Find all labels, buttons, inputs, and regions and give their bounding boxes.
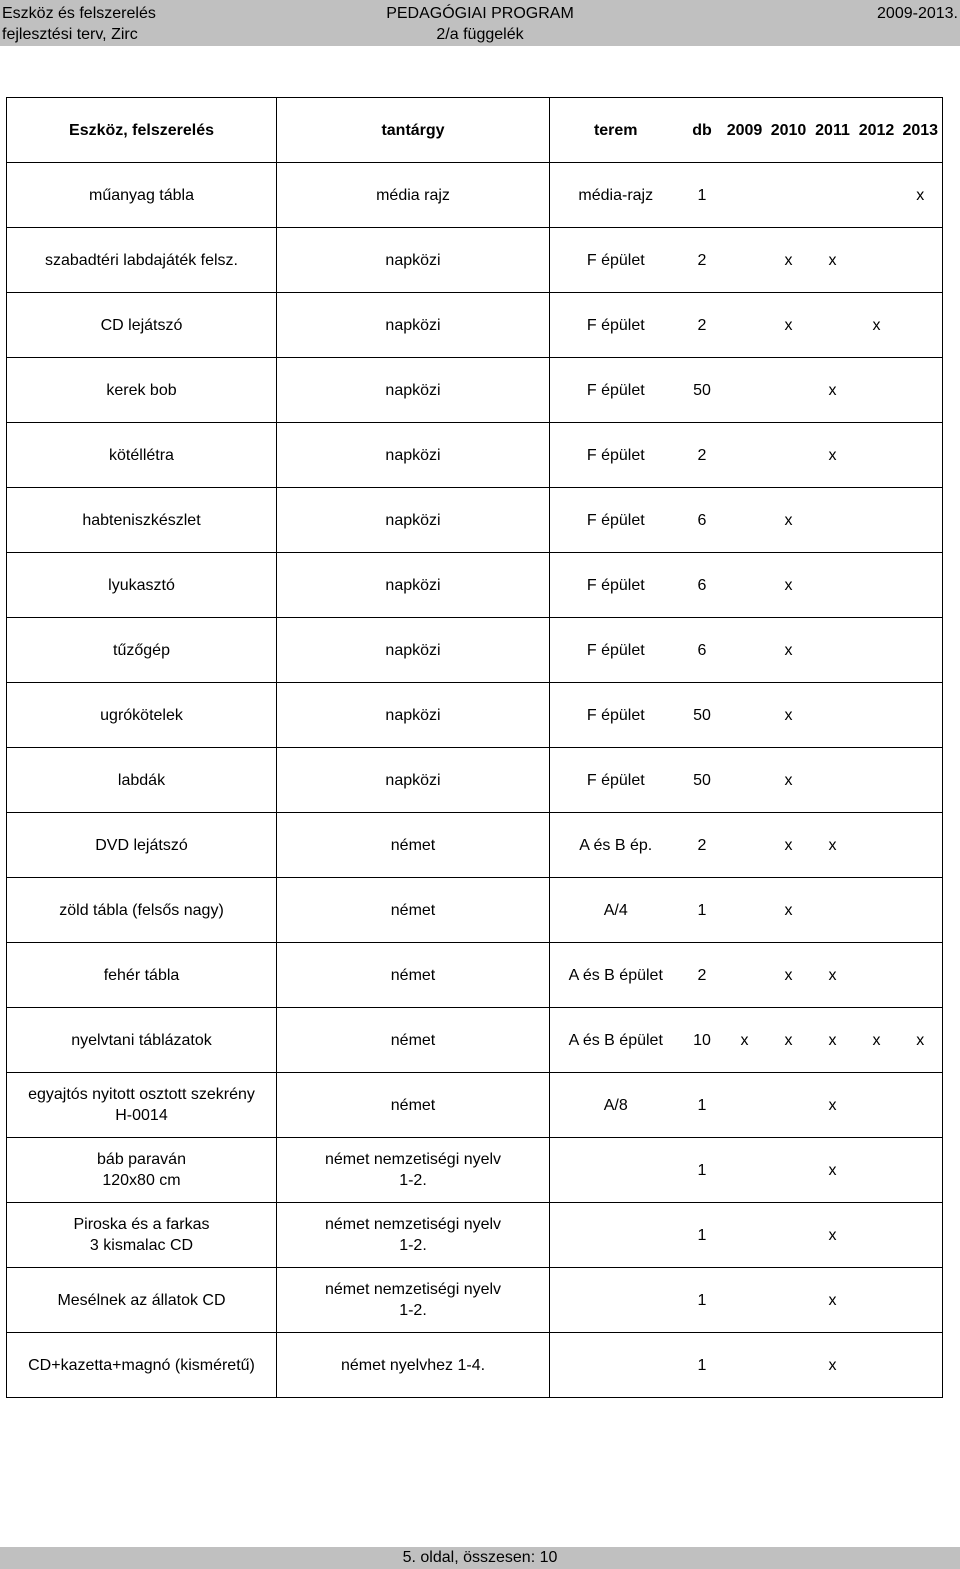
- cell-y2011: [811, 163, 855, 228]
- cell-y2013: [899, 618, 943, 683]
- cell-item: labdák: [7, 748, 277, 813]
- cell-y2010: [767, 1333, 811, 1398]
- cell-y2013: [899, 293, 943, 358]
- cell-qty: 2: [682, 228, 723, 293]
- cell-y2010: x: [767, 553, 811, 618]
- cell-qty: 2: [682, 943, 723, 1008]
- table-row: [7, 1008, 943, 1073]
- cell-y2013: [899, 943, 943, 1008]
- cell-y2011: x: [811, 1008, 855, 1073]
- cell-y2012: [855, 553, 899, 618]
- table-row: [7, 813, 943, 878]
- cell-y2012: x: [855, 1008, 899, 1073]
- cell-room: [550, 1333, 682, 1398]
- cell-subject: napközi: [277, 683, 550, 748]
- cell-subject: napközi: [277, 358, 550, 423]
- cell-room: média-rajz: [550, 163, 682, 228]
- header-subject: tantárgy: [277, 98, 550, 163]
- cell-room: F épület: [550, 228, 682, 293]
- cell-y2012: [855, 748, 899, 813]
- cell-room: [550, 1268, 682, 1333]
- cell-y2010: x: [767, 683, 811, 748]
- cell-subject: német nemzetiségi nyelv 1-2.: [277, 1138, 550, 1203]
- cell-subject: német: [277, 1008, 550, 1073]
- cell-qty: 1: [682, 163, 723, 228]
- cell-room: A/8: [550, 1073, 682, 1138]
- cell-subject: napközi: [277, 228, 550, 293]
- cell-y2011: [811, 748, 855, 813]
- cell-y2013: [899, 488, 943, 553]
- cell-y2013: x: [899, 163, 943, 228]
- cell-y2012: [855, 1073, 899, 1138]
- cell-item: habteniszkészlet: [7, 488, 277, 553]
- table-body: [7, 163, 943, 1398]
- cell-qty: 1: [682, 1073, 723, 1138]
- cell-subject: napközi: [277, 488, 550, 553]
- cell-y2012: [855, 683, 899, 748]
- cell-y2010: x: [767, 293, 811, 358]
- cell-y2011: [811, 488, 855, 553]
- cell-y2013: [899, 1203, 943, 1268]
- cell-y2011: x: [811, 1333, 855, 1398]
- cell-qty: 6: [682, 618, 723, 683]
- cell-y2012: [855, 1333, 899, 1398]
- cell-y2009: [723, 423, 767, 488]
- page-header: [0, 0, 960, 46]
- cell-y2013: [899, 683, 943, 748]
- cell-subject: napközi: [277, 293, 550, 358]
- cell-subject: német nyelvhez 1-4.: [277, 1333, 550, 1398]
- cell-y2009: [723, 553, 767, 618]
- cell-y2009: [723, 748, 767, 813]
- cell-subject: német: [277, 813, 550, 878]
- cell-y2009: [723, 943, 767, 1008]
- header-y2011: 2011: [811, 98, 855, 163]
- cell-item: lyukasztó: [7, 553, 277, 618]
- cell-qty: 10: [682, 1008, 723, 1073]
- table-row: [7, 358, 943, 423]
- cell-qty: 6: [682, 488, 723, 553]
- header-right-line1: 2009-2013.: [877, 5, 958, 22]
- cell-subject: német: [277, 1073, 550, 1138]
- cell-subject: média rajz: [277, 163, 550, 228]
- cell-y2009: [723, 618, 767, 683]
- cell-qty: 2: [682, 423, 723, 488]
- cell-y2013: [899, 423, 943, 488]
- table-row: [7, 1073, 943, 1138]
- cell-y2010: [767, 1268, 811, 1333]
- header-qty: db: [682, 98, 723, 163]
- cell-y2010: [767, 1203, 811, 1268]
- cell-y2010: x: [767, 813, 811, 878]
- cell-room: A és B épület: [550, 1008, 682, 1073]
- cell-y2011: x: [811, 1138, 855, 1203]
- table-row: [7, 878, 943, 943]
- header-item: Eszköz, felszerelés: [7, 98, 277, 163]
- cell-y2010: [767, 163, 811, 228]
- cell-y2011: x: [811, 1203, 855, 1268]
- cell-item: kerek bob: [7, 358, 277, 423]
- cell-qty: 6: [682, 553, 723, 618]
- cell-y2013: [899, 1073, 943, 1138]
- cell-y2013: [899, 228, 943, 293]
- cell-y2012: [855, 1268, 899, 1333]
- cell-qty: 2: [682, 813, 723, 878]
- cell-y2009: [723, 1333, 767, 1398]
- cell-y2012: x: [855, 293, 899, 358]
- cell-y2011: x: [811, 1268, 855, 1333]
- cell-qty: 1: [682, 878, 723, 943]
- table-row: [7, 1203, 943, 1268]
- cell-y2011: x: [811, 423, 855, 488]
- cell-y2013: [899, 878, 943, 943]
- cell-y2013: [899, 748, 943, 813]
- header-left-line1: Eszköz és felszerelés: [2, 5, 156, 22]
- cell-y2011: [811, 683, 855, 748]
- cell-qty: 1: [682, 1138, 723, 1203]
- cell-room: F épület: [550, 293, 682, 358]
- cell-room: A/4: [550, 878, 682, 943]
- cell-item: ugrókötelek: [7, 683, 277, 748]
- cell-y2013: [899, 553, 943, 618]
- cell-y2012: [855, 423, 899, 488]
- cell-subject: napközi: [277, 553, 550, 618]
- cell-item: egyajtós nyitott osztott szekrény H-0014: [7, 1073, 277, 1138]
- cell-item: Mesélnek az állatok CD: [7, 1268, 277, 1333]
- cell-y2011: x: [811, 1073, 855, 1138]
- cell-y2009: [723, 1138, 767, 1203]
- cell-y2013: [899, 813, 943, 878]
- cell-item: báb paraván 120x80 cm: [7, 1138, 277, 1203]
- cell-room: [550, 1203, 682, 1268]
- cell-room: F épület: [550, 423, 682, 488]
- header-right: [877, 3, 958, 24]
- cell-item: CD+kazetta+magnó (kisméretű): [7, 1333, 277, 1398]
- table-row: [7, 943, 943, 1008]
- cell-y2012: [855, 618, 899, 683]
- cell-y2010: x: [767, 488, 811, 553]
- cell-room: [550, 1138, 682, 1203]
- cell-room: A és B épület: [550, 943, 682, 1008]
- cell-room: F épület: [550, 358, 682, 423]
- cell-item: fehér tábla: [7, 943, 277, 1008]
- page-footer: [0, 1547, 960, 1569]
- cell-y2009: [723, 1073, 767, 1138]
- cell-item: szabadtéri labdajáték felsz.: [7, 228, 277, 293]
- cell-y2010: x: [767, 1008, 811, 1073]
- cell-y2013: [899, 1268, 943, 1333]
- cell-room: A és B ép.: [550, 813, 682, 878]
- cell-y2012: [855, 163, 899, 228]
- header-center: [0, 3, 960, 45]
- header-left-line2: fejlesztési terv, Zirc: [2, 26, 138, 43]
- cell-y2010: [767, 1138, 811, 1203]
- cell-room: F épület: [550, 553, 682, 618]
- cell-y2012: [855, 228, 899, 293]
- cell-y2012: [855, 358, 899, 423]
- cell-y2009: [723, 163, 767, 228]
- cell-y2009: [723, 683, 767, 748]
- cell-y2012: [855, 813, 899, 878]
- table-row: [7, 618, 943, 683]
- table-row: [7, 553, 943, 618]
- header-y2013: 2013: [899, 98, 943, 163]
- cell-y2011: [811, 293, 855, 358]
- cell-y2013: [899, 1333, 943, 1398]
- cell-y2009: [723, 228, 767, 293]
- cell-subject: napközi: [277, 618, 550, 683]
- table-row: [7, 293, 943, 358]
- cell-item: CD lejátszó: [7, 293, 277, 358]
- cell-y2012: [855, 943, 899, 1008]
- cell-y2010: [767, 358, 811, 423]
- cell-item: kötéllétra: [7, 423, 277, 488]
- cell-y2010: x: [767, 943, 811, 1008]
- cell-item: DVD lejátszó: [7, 813, 277, 878]
- cell-qty: 50: [682, 683, 723, 748]
- cell-subject: német: [277, 943, 550, 1008]
- cell-y2013: x: [899, 1008, 943, 1073]
- cell-y2009: [723, 813, 767, 878]
- cell-item: nyelvtani táblázatok: [7, 1008, 277, 1073]
- cell-y2012: [855, 878, 899, 943]
- cell-y2009: [723, 878, 767, 943]
- table-row: [7, 1268, 943, 1333]
- header-y2010: 2010: [767, 98, 811, 163]
- cell-y2010: [767, 1073, 811, 1138]
- cell-room: F épület: [550, 683, 682, 748]
- cell-item: zöld tábla (felsős nagy): [7, 878, 277, 943]
- equipment-table: [6, 97, 943, 1398]
- cell-room: F épület: [550, 748, 682, 813]
- cell-y2012: [855, 488, 899, 553]
- cell-y2010: x: [767, 878, 811, 943]
- cell-y2011: x: [811, 943, 855, 1008]
- header-center-line2: 2/a függelék: [436, 26, 524, 43]
- cell-y2010: x: [767, 748, 811, 813]
- cell-subject: napközi: [277, 423, 550, 488]
- header-center-line1: PEDAGÓGIAI PROGRAM: [386, 5, 574, 22]
- cell-qty: 1: [682, 1333, 723, 1398]
- cell-y2009: [723, 488, 767, 553]
- table-row: [7, 163, 943, 228]
- cell-y2012: [855, 1138, 899, 1203]
- cell-item: műanyag tábla: [7, 163, 277, 228]
- table-row: [7, 423, 943, 488]
- cell-y2013: [899, 1138, 943, 1203]
- cell-y2009: [723, 1203, 767, 1268]
- table-header-row: [7, 98, 943, 163]
- table-row: [7, 1138, 943, 1203]
- cell-subject: német: [277, 878, 550, 943]
- cell-qty: 2: [682, 293, 723, 358]
- cell-y2009: [723, 358, 767, 423]
- cell-y2013: [899, 358, 943, 423]
- cell-room: F épület: [550, 488, 682, 553]
- table-row: [7, 228, 943, 293]
- cell-y2010: x: [767, 228, 811, 293]
- cell-y2010: x: [767, 618, 811, 683]
- cell-subject: napközi: [277, 748, 550, 813]
- cell-y2009: [723, 1268, 767, 1333]
- header-room: terem: [550, 98, 682, 163]
- cell-subject: német nemzetiségi nyelv 1-2.: [277, 1268, 550, 1333]
- cell-room: F épület: [550, 618, 682, 683]
- cell-qty: 50: [682, 358, 723, 423]
- table-row: [7, 1333, 943, 1398]
- page-number: 5. oldal, összesen: 10: [402, 1549, 558, 1566]
- cell-y2011: x: [811, 358, 855, 423]
- table-row: [7, 488, 943, 553]
- table-row: [7, 683, 943, 748]
- cell-y2011: x: [811, 813, 855, 878]
- cell-item: Piroska és a farkas 3 kismalac CD: [7, 1203, 277, 1268]
- cell-y2010: [767, 423, 811, 488]
- table-row: [7, 748, 943, 813]
- header-y2012: 2012: [855, 98, 899, 163]
- cell-y2011: x: [811, 228, 855, 293]
- cell-qty: 1: [682, 1203, 723, 1268]
- header-y2009: 2009: [723, 98, 767, 163]
- cell-item: tűzőgép: [7, 618, 277, 683]
- cell-y2011: [811, 553, 855, 618]
- cell-y2009: x: [723, 1008, 767, 1073]
- cell-y2011: [811, 878, 855, 943]
- cell-y2009: [723, 293, 767, 358]
- cell-subject: német nemzetiségi nyelv 1-2.: [277, 1203, 550, 1268]
- cell-qty: 1: [682, 1268, 723, 1333]
- cell-y2012: [855, 1203, 899, 1268]
- cell-y2011: [811, 618, 855, 683]
- cell-qty: 50: [682, 748, 723, 813]
